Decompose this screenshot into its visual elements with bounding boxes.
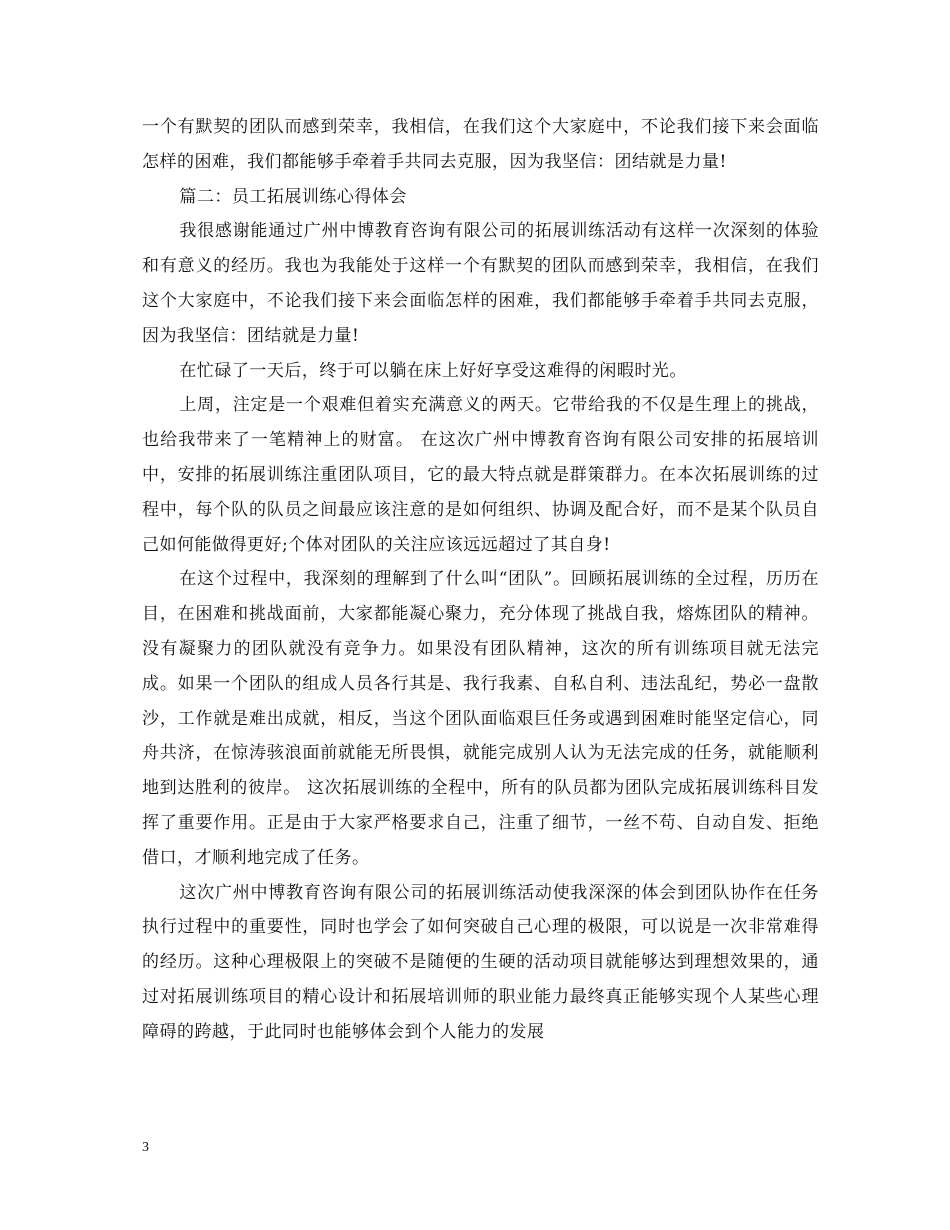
paragraph: 在这个过程中，我深刻的理解到了什么叫“团队”。回顾拓展训练的全过程，历历在目，在困难和挑战面前，大家都能凝心聚力，充分体现了挑战自我，熔炼团队的精神。 没有凝聚力的团队就没有竞争力。如果没有团队精神，这次的所有训练项目就无法完成。如果一个团队的组成人员各行其是、我行我素、自私自利、违法乱纪，势必一盘散沙，工作就是难出成就，相反，当这个团队面临艰巨任务或遇到困难时能坚定信心，同舟共济，在惊涛骇浪面前就能无所畏惧，就能完成别人认为无法完成的任务，就能顺利地到达胜利的彼岸。 这次拓展训练的全程中，所有的队员都为团队完成拓展训练科目发挥了重要作用。正是由于大家严格要求自己，注重了细节，一丝不苟、自动自发、拒绝借口，才顺利地完成了任务。 [142,569,819,868]
paragraph: 我很感谢能通过广州中博教育咨询有限公司的拓展训练活动有这样一次深刻的体验和有意义的经历。我也为我能处于这样一个有默契的团队而感到荣幸，我相信，在我们这个大家庭中，不论我们接下来会面临怎样的困难，我们都能够手牵着手共同去克服，因为我坚信：团结就是力量! [142,221,819,346]
paragraph: 这次广州中博教育咨询有限公司的拓展训练活动使我深深的体会到团队协作在任务执行过程中的重要性，同时也学会了如何突破自己心理的极限，可以说是一次非常难得的经历。这种心理极限上的突破不是随便的生硬的活动项目就能够达到理想效果的，通过对拓展训练项目的精心设计和拓展培训师的职业能力最终真正能够实现个人某些心理障碍的跨越，于此同时也能够体会到个人能力的发展 [142,882,819,1042]
body-text [142,110,819,1050]
section-heading: 篇二：员工拓展训练心得体会 [179,186,407,207]
paragraph-continued: 一个有默契的团队而感到荣幸，我相信，在我们这个大家庭中，不论我们接下来会面临怎样的困难，我们都能够手牵着手共同去克服，因为我坚信：团结就是力量! [142,117,819,172]
paragraph: 在忙碌了一天后，终于可以躺在床上好好享受这难得的闲暇时光。 [179,360,687,381]
page-number: 3 [142,1140,149,1155]
paragraph: 上周，注定是一个艰难但着实充满意义的两天。它带给我的不仅是生理上的挑战，也给我带来了一笔精神上的财富。 在这次广州中博教育咨询有限公司安排的拓展培训中，安排的拓展训练注重团队项目，它的最大特点就是群策群力。在本次拓展训练的过程中，每个队的队员之间最应该注意的是如何组织、协调及配合好，而不是某个队员自己如何能做得更好;个体对团队的关注应该远远超过了其自身! [142,395,819,555]
